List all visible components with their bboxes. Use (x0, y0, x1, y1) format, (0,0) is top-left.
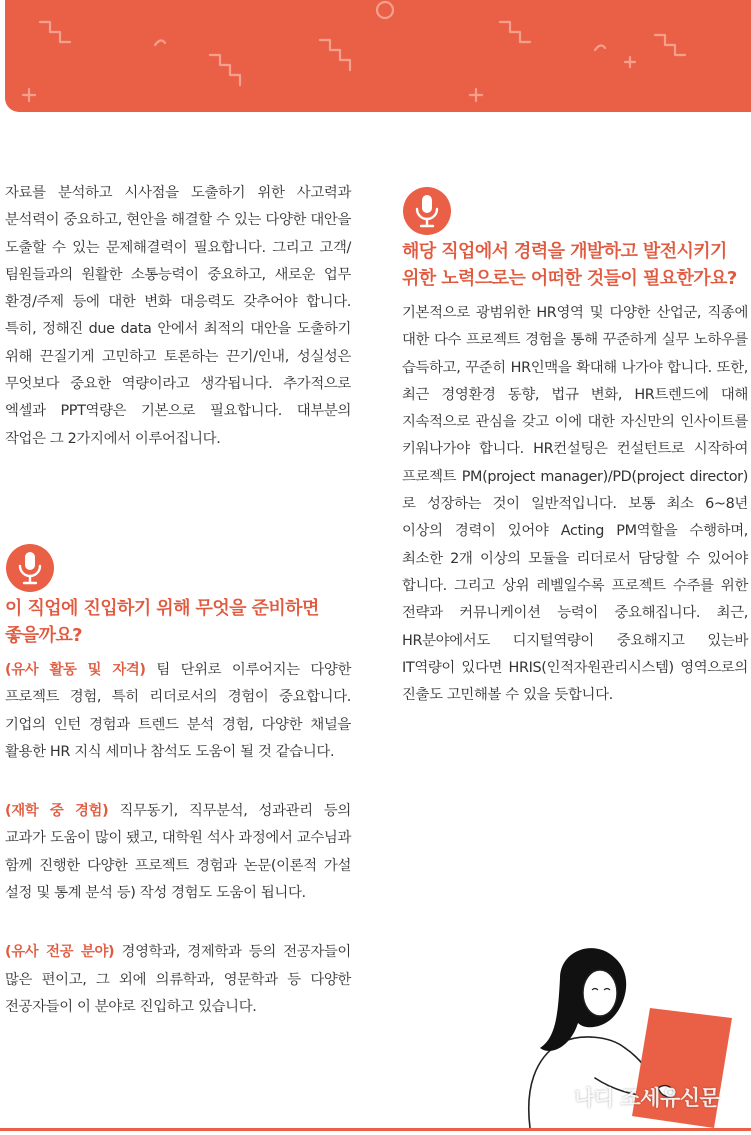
prep-item-text: 팀 단위로 이루어지는 다양한 프로젝트 경험, 특히 리더로서의 경험이 중요합니다. 기업의 인턴 경험과 트렌드 분석 경험, 다양한 채널을 활용한 HR 지식 세미나 참석도 도움이 될 것 같습니다. (5, 662, 352, 760)
prep-item-label: (재학 중 경험) (5, 803, 109, 820)
banner-decoration (5, 0, 751, 112)
top-banner (5, 0, 751, 112)
prep-item-text: 경영학과, 경제학과 등의 전공자들이 많은 편이고, 그 외에 의류학과, 영문학과 등 다양한 전공자들이 이 분야로 진입하고 있습니다. (5, 944, 351, 1015)
bottom-divider (0, 1128, 751, 1131)
microphone-icon (402, 186, 452, 236)
prep-item-text: 직무동기, 직무분석, 성과관리 등의 교과가 도움이 많이 됐고, 대학원 석사 과정에서 교수님과 함께 진행한 다양한 프로젝트 경험과 논문(이론적 가설 설정 및 통계 분석 등) 작성 경험도 도움이 됩니다. (5, 803, 351, 902)
prep-item-school (5, 798, 351, 907)
career-section (402, 186, 748, 709)
microphone-icon (5, 543, 55, 593)
prep-item-activities (5, 657, 351, 766)
left-intro (5, 180, 351, 453)
prep-item-label: (유사 활동 및 자격) (5, 662, 146, 678)
intro-paragraph: 자료를 분석하고 시사점을 도출하기 위한 사고력과 분석력이 중요하고, 현안을 해결할 수 있는 다양한 대안을 도출할 수 있는 문제해결력이 필요합니다. 그리고 고객/팀원들과의 원활한 소통능력이 중요하고, 새로운 업무 환경/주제 등에 대한 변화 대응력도 갖추어야 합니다. 특히, 정해진 due data 안에서 최적의 대안을 도출하기 위해 끈질기게 고민하고 토론하는 끈기/인내, 성실성은 무엇보다 중요한 역량이라고 생각됩니다. 추가적으로 엑셀과 PPT역량은 기본으로 필요합니다. 대부분의 작업은 그 2가지에서 이루어집니다. (5, 185, 351, 447)
prep-question: 이 직업에 진입하기 위해 무엇을 준비하면 좋을까요? (5, 598, 319, 646)
prep-section (5, 543, 351, 1053)
prep-item-label: (유사 전공 분야) (5, 944, 115, 961)
career-question: 해당 직업에서 경력을 개발하고 발전시키기 위한 노력으로는 어떠한 것들이 필요한가요? (402, 241, 737, 289)
career-answer: 기본적으로 광범위한 HR영역 및 다양한 산업군, 직종에 대한 다수 프로젝트 경험을 통해 꾸준하게 실무 노하우를 습득하고, 꾸준히 HR인맥을 확대해 나가야 합니다. 또한, 최근 경영환경 동향, 법규 변화, HR트렌드에 대해 지속적으로 관심을 갖고 이에 대한 자신만의 인사이트를 키워나가야 합니다. HR컨설팅은 컨설턴트로 시작하여 프로젝트 PM(project manager)/PD(project director)로 성장하는 것이 일반적입니다. 보통 최소 6~8년 이상의 경력이 있어야 Acting PM역할을 수행하며, 최소한 2개 이상의 모듈을 리더로서 담당할 수 있어야 합니다. 그리고 상위 레벨일수록 프로젝트 수주를 위한 전략과 커뮤니케이션 능력이 중요해집니다. 최근, HR분야에서도 디지털역량이 중요해지고 있는바 IT역량이 있다면 HRIS(인적자원관리시스템) 영역으로의 진출도 고민해볼 수 있을 듯합니다. (402, 305, 748, 704)
prep-item-major (5, 939, 351, 1021)
watermark: 나디 조세유신문 (574, 1086, 720, 1110)
